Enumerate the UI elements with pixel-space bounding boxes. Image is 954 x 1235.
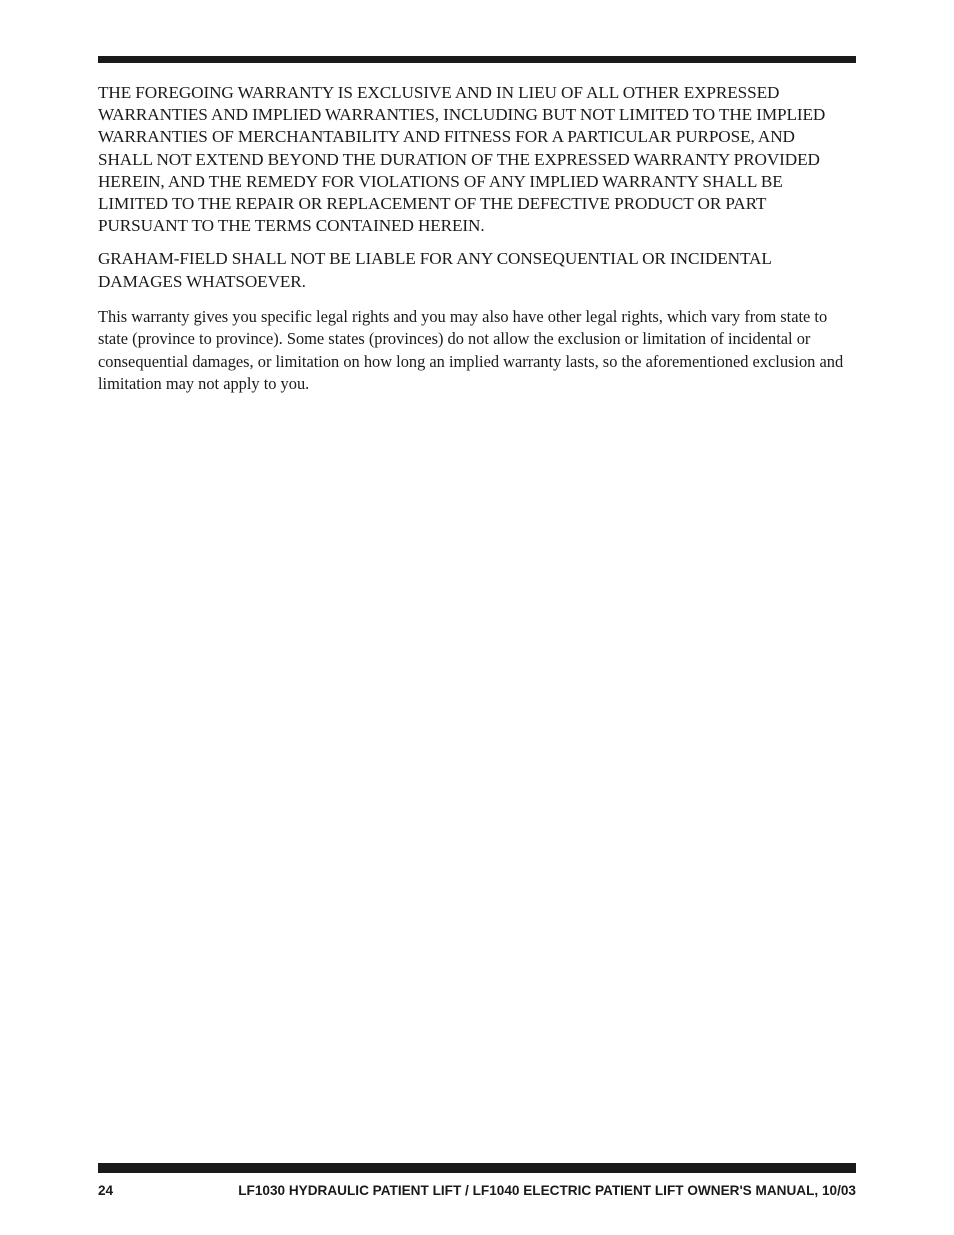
page-footer [98,1180,856,1202]
page-number: 24 [98,1183,114,1198]
legal-rights-paragraph: This warranty gives you specific legal rights and you may also have other legal rights, which vary from state to state (province to province). Some states (provinces) do not allow the exclusion or limitation of incidental or consequential damages, or limitation on how long an implied warranty lasts, so the aforementioned exclusion and limitation may not apply to you. [98,306,844,394]
document-body [98,82,850,396]
liability-disclaimer-paragraph: GRAHAM-FIELD SHALL NOT BE LIABLE FOR ANY CONSEQUENTIAL OR INCIDENTAL DAMAGES WHATSOEVER. [98,249,772,291]
footer-manual-title: LF1030 HYDRAULIC PATIENT LIFT / LF1040 ELECTRIC PATIENT LIFT OWNER'S MANUAL, 10/03 [238,1183,856,1198]
header-rule [98,56,856,63]
footer-rule [98,1163,856,1173]
warranty-exclusivity-paragraph: THE FOREGOING WARRANTY IS EXCLUSIVE AND IN LIEU OF ALL OTHER EXPRESSED WARRANTIES AND IMPLIED WARRANTIES, INCLUDING BUT NOT LIMITED TO THE IMPLIED WARRANTIES OF MERCHANTABILITY AND FITNESS FOR A PARTICULAR PURPOSE, AND SHALL NOT EXTEND BEYOND THE DURATION OF THE EXPRESSED WARRANTY PROVIDED HEREIN, AND THE REMEDY FOR VIOLATIONS OF ANY IMPLIED WARRANTY SHALL BE LIMITED TO THE REPAIR OR REPLACEMENT OF THE DEFECTIVE PRODUCT OR PART PURSUANT TO THE TERMS CONTAINED HEREIN. [98,83,826,236]
